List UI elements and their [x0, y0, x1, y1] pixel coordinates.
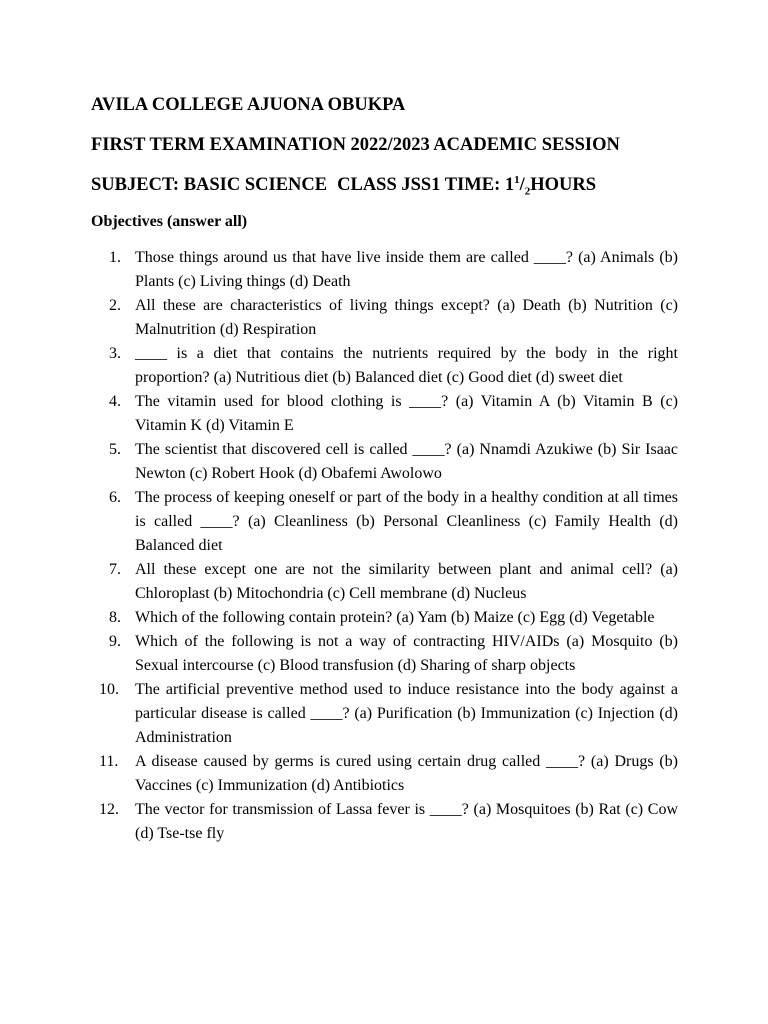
question-text: Which of the following is not a way of contracting HIV/AIDs (a) Mosquito (b) Sexual intercourse (c) Blood transfusion (d) Sharing of sharp objects: [135, 633, 678, 674]
question-text: The artificial preventive method used to induce resistance into the body against a particular disease is called ____? (a) Purification (b) Immunization (c) Injection (d) Administration: [135, 681, 678, 746]
question-list: [91, 246, 678, 846]
exam-title: FIRST TERM EXAMINATION 2022/2023 ACADEMIC SESSION: [91, 135, 620, 155]
question-item: [91, 630, 678, 678]
question-text: The vitamin used for blood clothing is ____? (a) Vitamin A (b) Vitamin B (c) Vitamin K (d) Vitamin E: [135, 393, 678, 434]
question-number: 11.: [99, 753, 119, 770]
question-item: [91, 558, 678, 606]
question-number: 4.: [109, 393, 121, 410]
question-item: [91, 486, 678, 558]
question-text: ____ is a diet that contains the nutrients required by the body in the right proportion? (a) Nutritious diet (b) Balanced diet (c) Good diet (d) sweet diet: [135, 345, 678, 386]
question-text: All these except one are not the similarity between plant and animal cell? (a) Chloroplast (b) Mitochondria (c) Cell membrane (d) Nucleus: [135, 561, 678, 602]
question-number: 12.: [99, 801, 119, 818]
question-number: 9.: [109, 633, 121, 650]
question-item: [91, 438, 678, 486]
section-title: Objectives (answer all): [91, 213, 248, 230]
question-text: The scientist that discovered cell is called ____? (a) Nnamdi Azukiwe (b) Sir Isaac Newton (c) Robert Hook (d) Obafemi Awolowo: [135, 441, 678, 482]
question-item: [91, 294, 678, 342]
class-time-label: CLASS JSS1 TIME: 1: [337, 175, 515, 195]
question-item: [91, 798, 678, 846]
question-item: [91, 606, 678, 630]
question-number: 1.: [109, 249, 121, 266]
question-item: [91, 678, 678, 750]
question-number: 5.: [109, 441, 121, 458]
subject-line: SUBJECT: BASIC SCIENCE CLASS JSS1 TIME: $1^1/_2HOURS$: [91, 173, 597, 198]
time-fraction-numerator: 1: [514, 173, 520, 186]
question-text: The vector for transmission of Lassa fever is ____? (a) Mosquitoes (b) Rat (c) Cow (d) Tse-tse fly: [135, 801, 678, 842]
question-number: 6.: [109, 489, 121, 506]
question-number: 10.: [99, 681, 119, 698]
subject-label: SUBJECT: BASIC SCIENCE: [91, 175, 328, 195]
time-unit: HOURS: [530, 175, 597, 195]
school-name: AVILA COLLEGE AJUONA OBUKPA: [91, 95, 406, 115]
question-item: [91, 342, 678, 390]
question-number: 7.: [109, 561, 121, 578]
question-item: [91, 390, 678, 438]
time-fraction-denominator: 2: [524, 185, 531, 198]
question-text: Those things around us that have live inside them are called ____? (a) Animals (b) Plants (c) Living things (d) Death: [135, 249, 678, 290]
question-item: [91, 750, 678, 798]
question-number: 3.: [109, 345, 121, 362]
question-number: 8.: [109, 609, 121, 626]
question-text: All these are characteristics of living things except? (a) Death (b) Nutrition (c) Malnutrition (d) Respiration: [135, 297, 678, 338]
question-number: 2.: [109, 297, 121, 314]
question-item: [91, 246, 678, 294]
question-text: Which of the following contain protein? (a) Yam (b) Maize (c) Egg (d) Vegetable: [135, 609, 655, 626]
question-text: The process of keeping oneself or part of the body in a healthy condition at all times is called ____? (a) Cleanliness (b) Personal Cleanliness (c) Family Health (d) Balanced diet: [135, 489, 678, 554]
question-text: A disease caused by germs is cured using certain drug called ____? (a) Drugs (b) Vaccines (c) Immunization (d) Antibiotics: [135, 753, 678, 794]
